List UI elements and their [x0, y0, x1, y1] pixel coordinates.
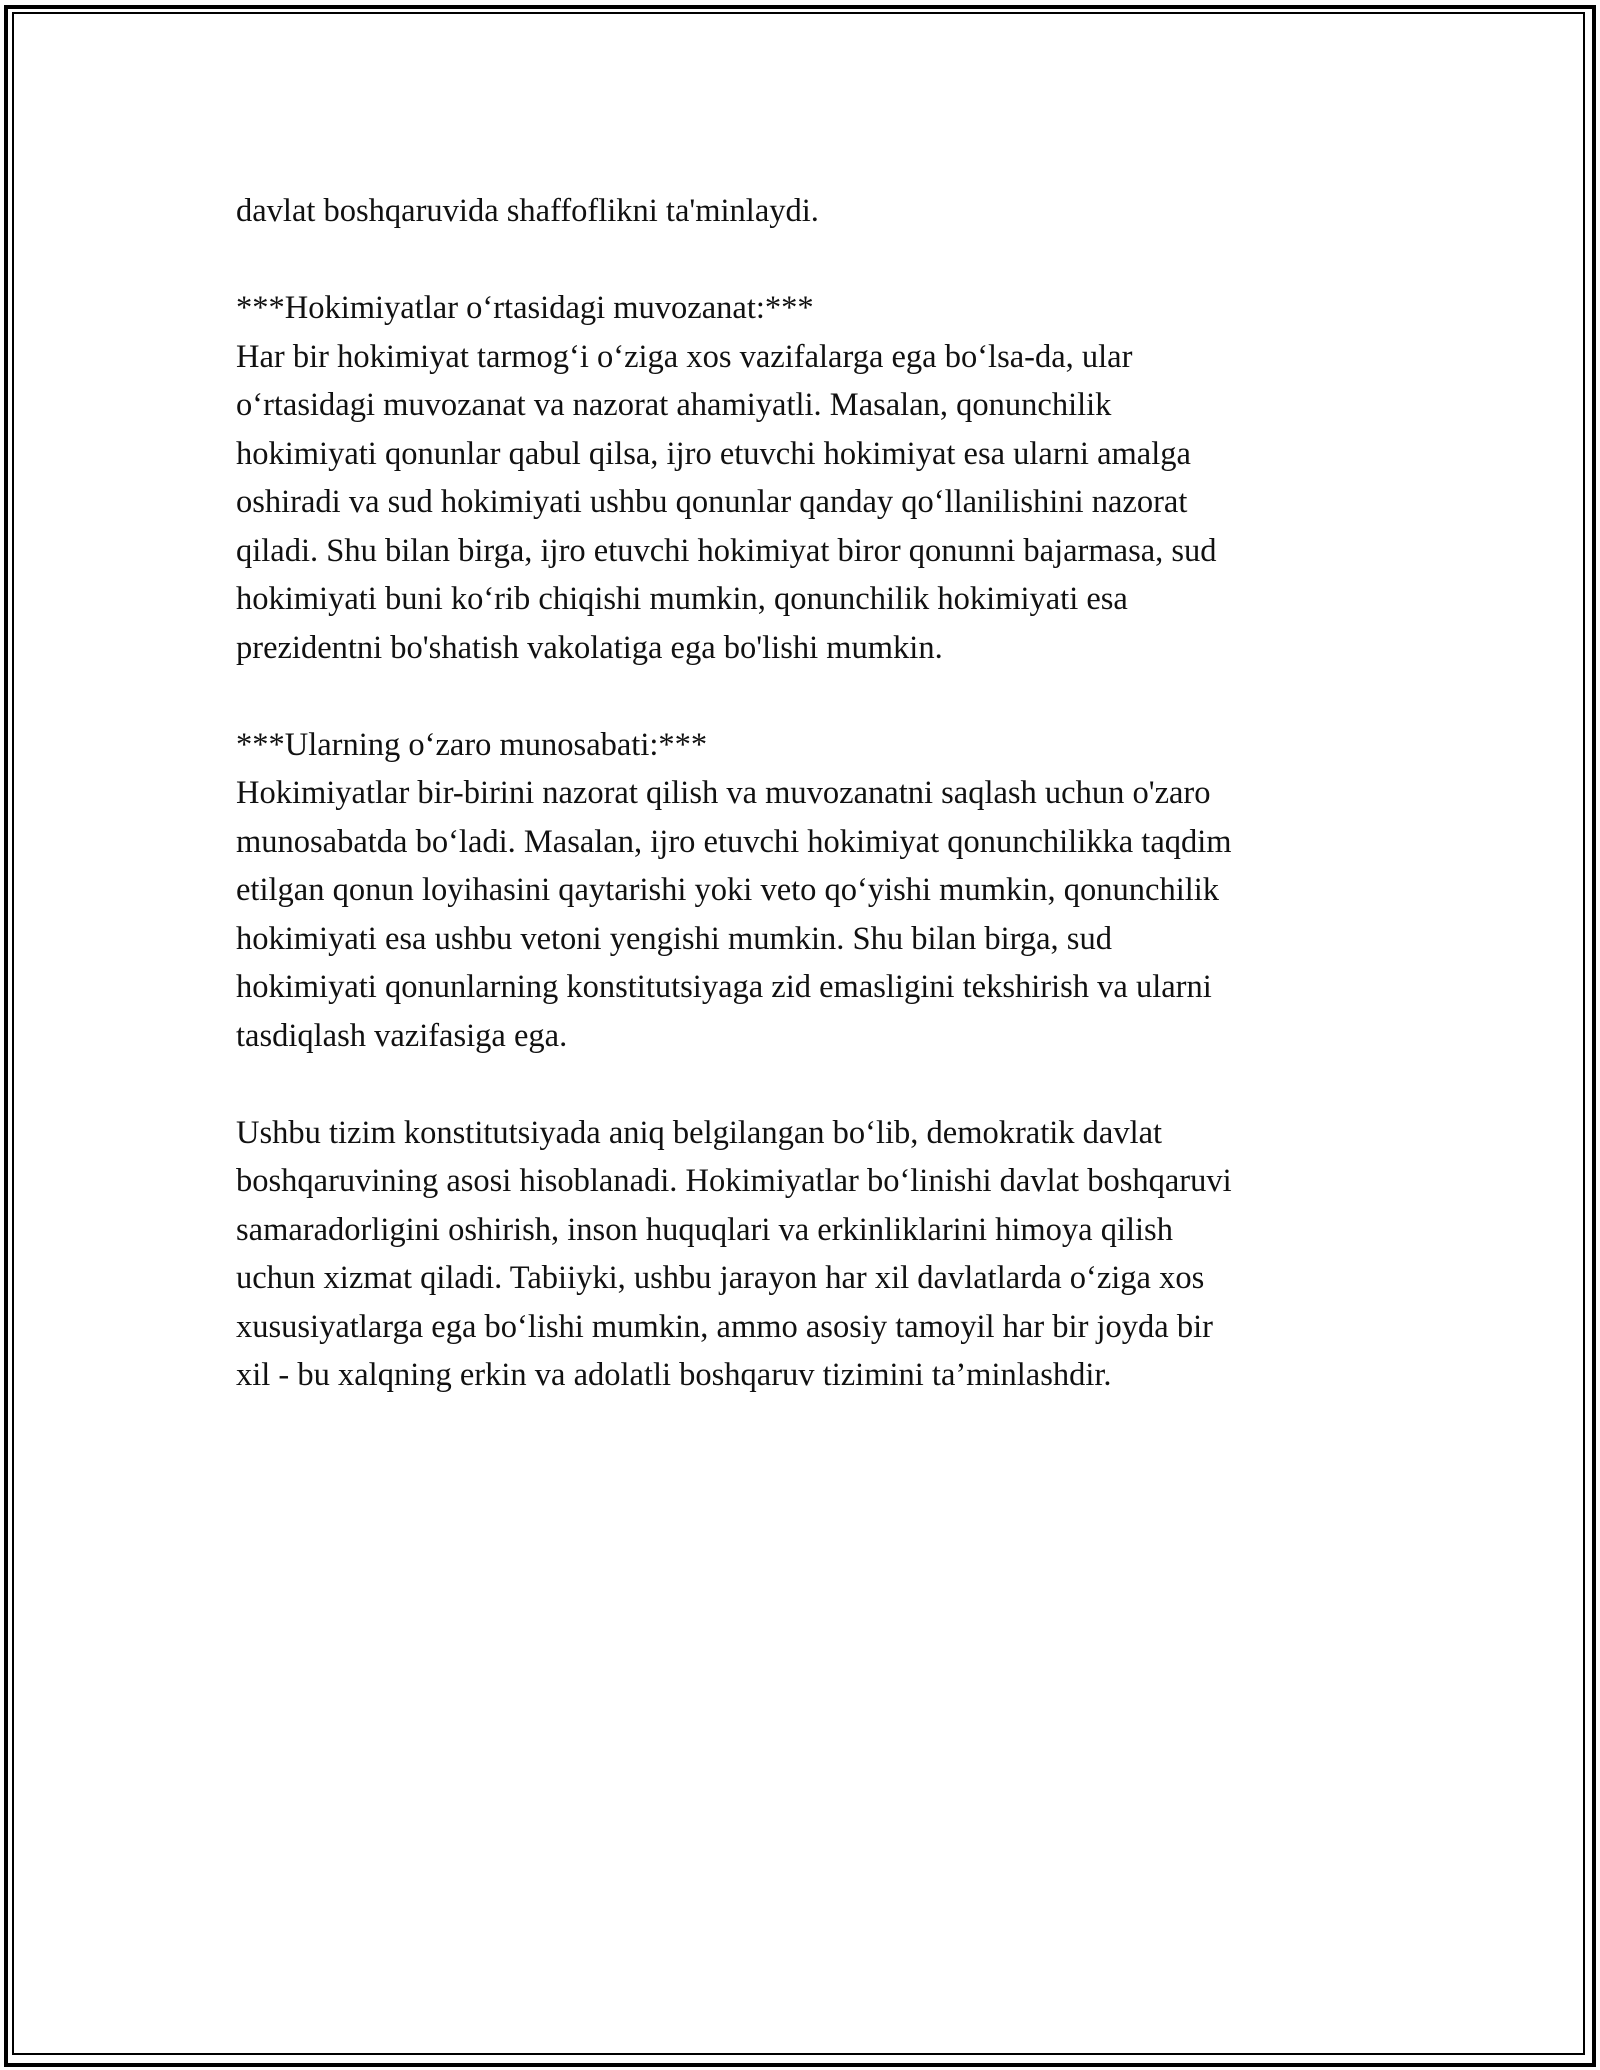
section-heading-relations: ***Ularning o‘zaro munosabati:***: [236, 726, 708, 763]
text-line: munosabatda bo‘ladi. Masalan, ijro etuvchi hokimiyat qonunchilikka taqdim: [236, 823, 1232, 860]
text-line: prezidentni bo'shatish vakolatiga ega bo'lishi mumkin.: [236, 629, 943, 666]
text-line: Ushbu tizim konstitutsiyada aniq belgilangan bo‘lib, demokratik davlat: [236, 1114, 1163, 1151]
text-line: etilgan qonun loyihasini qaytarishi yoki veto qo‘yishi mumkin, qonunchilik: [236, 872, 1220, 908]
document-body: [236, 187, 1366, 1400]
text-line: samaradorligini oshirish, inson huquqlari va erkinliklarini himoya qilish: [236, 1211, 1173, 1248]
section-heading-balance: ***Hokimiyatlar o‘rtasidagi muvozanat:***: [236, 290, 814, 326]
section-relations: [236, 721, 1366, 1061]
text-line: hokimiyati buni ko‘rib chiqishi mumkin, qonunchilik hokimiyati esa: [236, 581, 1128, 617]
text-line: tasdiqlash vazifasiga ega.: [236, 1017, 568, 1054]
section-balance: [236, 284, 1366, 672]
intro-line: davlat boshqaruvida shaffoflikni ta'minlaydi.: [236, 193, 819, 229]
text-line: uchun xizmat qiladi. Tabiiyki, ushbu jarayon har xil davlatlarda o‘ziga xos: [236, 1260, 1205, 1296]
text-line: xususiyatlarga ega bo‘lishi mumkin, ammo asosiy tamoyil har bir joyda bir: [236, 1308, 1213, 1345]
text-line: qiladi. Shu bilan birga, ijro etuvchi hokimiyat biror qonunni bajarmasa, sud: [236, 532, 1217, 569]
text-line: o‘rtasidagi muvozanat va nazorat ahamiyatli. Masalan, qonunchilik: [236, 387, 1112, 423]
text-line: boshqaruvining asosi hisoblanadi. Hokimiyatlar bo‘linishi davlat boshqaruvi: [236, 1163, 1232, 1199]
text-line: xil - bu xalqning erkin va adolatli boshqaruv tizimini ta’minlashdir.: [236, 1357, 1112, 1393]
text-line: hokimiyati esa ushbu vetoni yengishi mumkin. Shu bilan birga, sud: [236, 920, 1112, 957]
paragraph-gap: [236, 1060, 1366, 1109]
paragraph-gap: [236, 672, 1366, 721]
text-line: Har bir hokimiyat tarmog‘i o‘ziga xos vazifalarga ega bo‘lsa-da, ular: [236, 338, 1133, 375]
text-line: hokimiyati qonunlarning konstitutsiyaga zid emasligini tekshirish va ularni: [236, 969, 1212, 1005]
text-line: oshiradi va sud hokimiyati ushbu qonunlar qanday qo‘llanilishini nazorat: [236, 484, 1188, 520]
conclusion-paragraph: [236, 1109, 1366, 1400]
text-line: hokimiyati qonunlar qabul qilsa, ijro etuvchi hokimiyat esa ularni amalga: [236, 435, 1191, 472]
paragraph-gap: [236, 236, 1366, 285]
text-line: Hokimiyatlar bir-birini nazorat qilish va muvozanatni saqlash uchun o'zaro: [236, 775, 1211, 811]
